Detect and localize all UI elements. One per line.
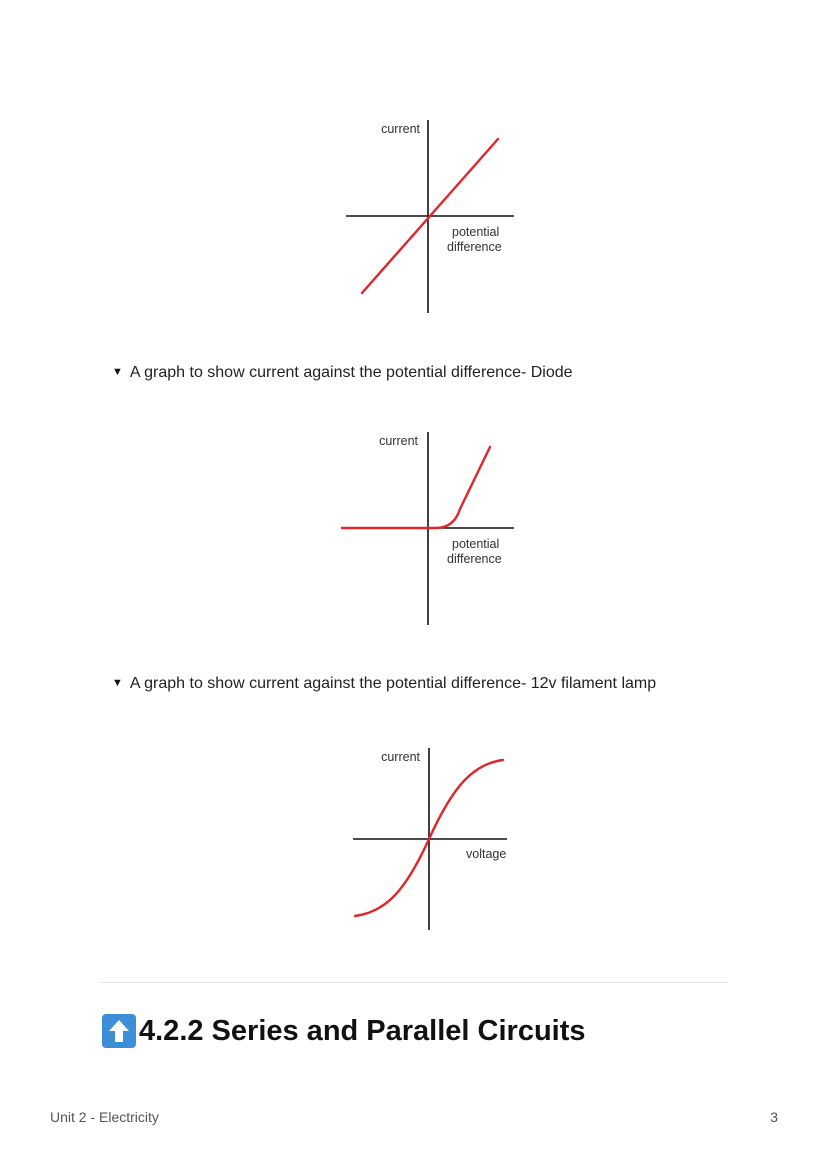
graph-diode (340, 427, 520, 632)
graph-filament-lamp-svg (345, 742, 520, 937)
triangle-down-icon[interactable]: ▼ (112, 677, 123, 689)
y-axis-label: current (379, 434, 418, 448)
graph-diode-svg (340, 427, 520, 632)
toggle-filament-lamp-label: A graph to show current against the potential difference- 12v filament lamp (129, 675, 657, 692)
y-axis-label: current (381, 122, 420, 136)
graph-resistor (340, 115, 520, 320)
up-arrow-icon (102, 1014, 136, 1048)
section-title: 4.2.2 Series and Parallel Circuits (139, 1014, 586, 1047)
section-divider (100, 982, 728, 983)
graph-resistor-svg (340, 115, 520, 320)
x-axis-label-line2: difference (447, 552, 502, 566)
triangle-down-icon[interactable]: ▼ (112, 366, 123, 378)
toggle-filament-lamp[interactable] (112, 675, 656, 693)
toggle-diode[interactable] (112, 364, 573, 382)
footer-title: Unit 2 - Electricity (50, 1109, 159, 1125)
section-heading (102, 1014, 586, 1048)
x-axis-label-line1: potential (452, 537, 500, 551)
diode-curve (342, 447, 490, 528)
x-axis-label: voltage (466, 847, 507, 861)
y-axis-label: current (381, 750, 420, 764)
x-axis-label-line2: difference (447, 240, 502, 254)
x-axis-label-line1: potential (452, 225, 500, 239)
page-number: 3 (770, 1109, 778, 1125)
graph-filament-lamp (345, 742, 520, 937)
toggle-diode-label: A graph to show current against the potential difference- Diode (129, 364, 573, 381)
